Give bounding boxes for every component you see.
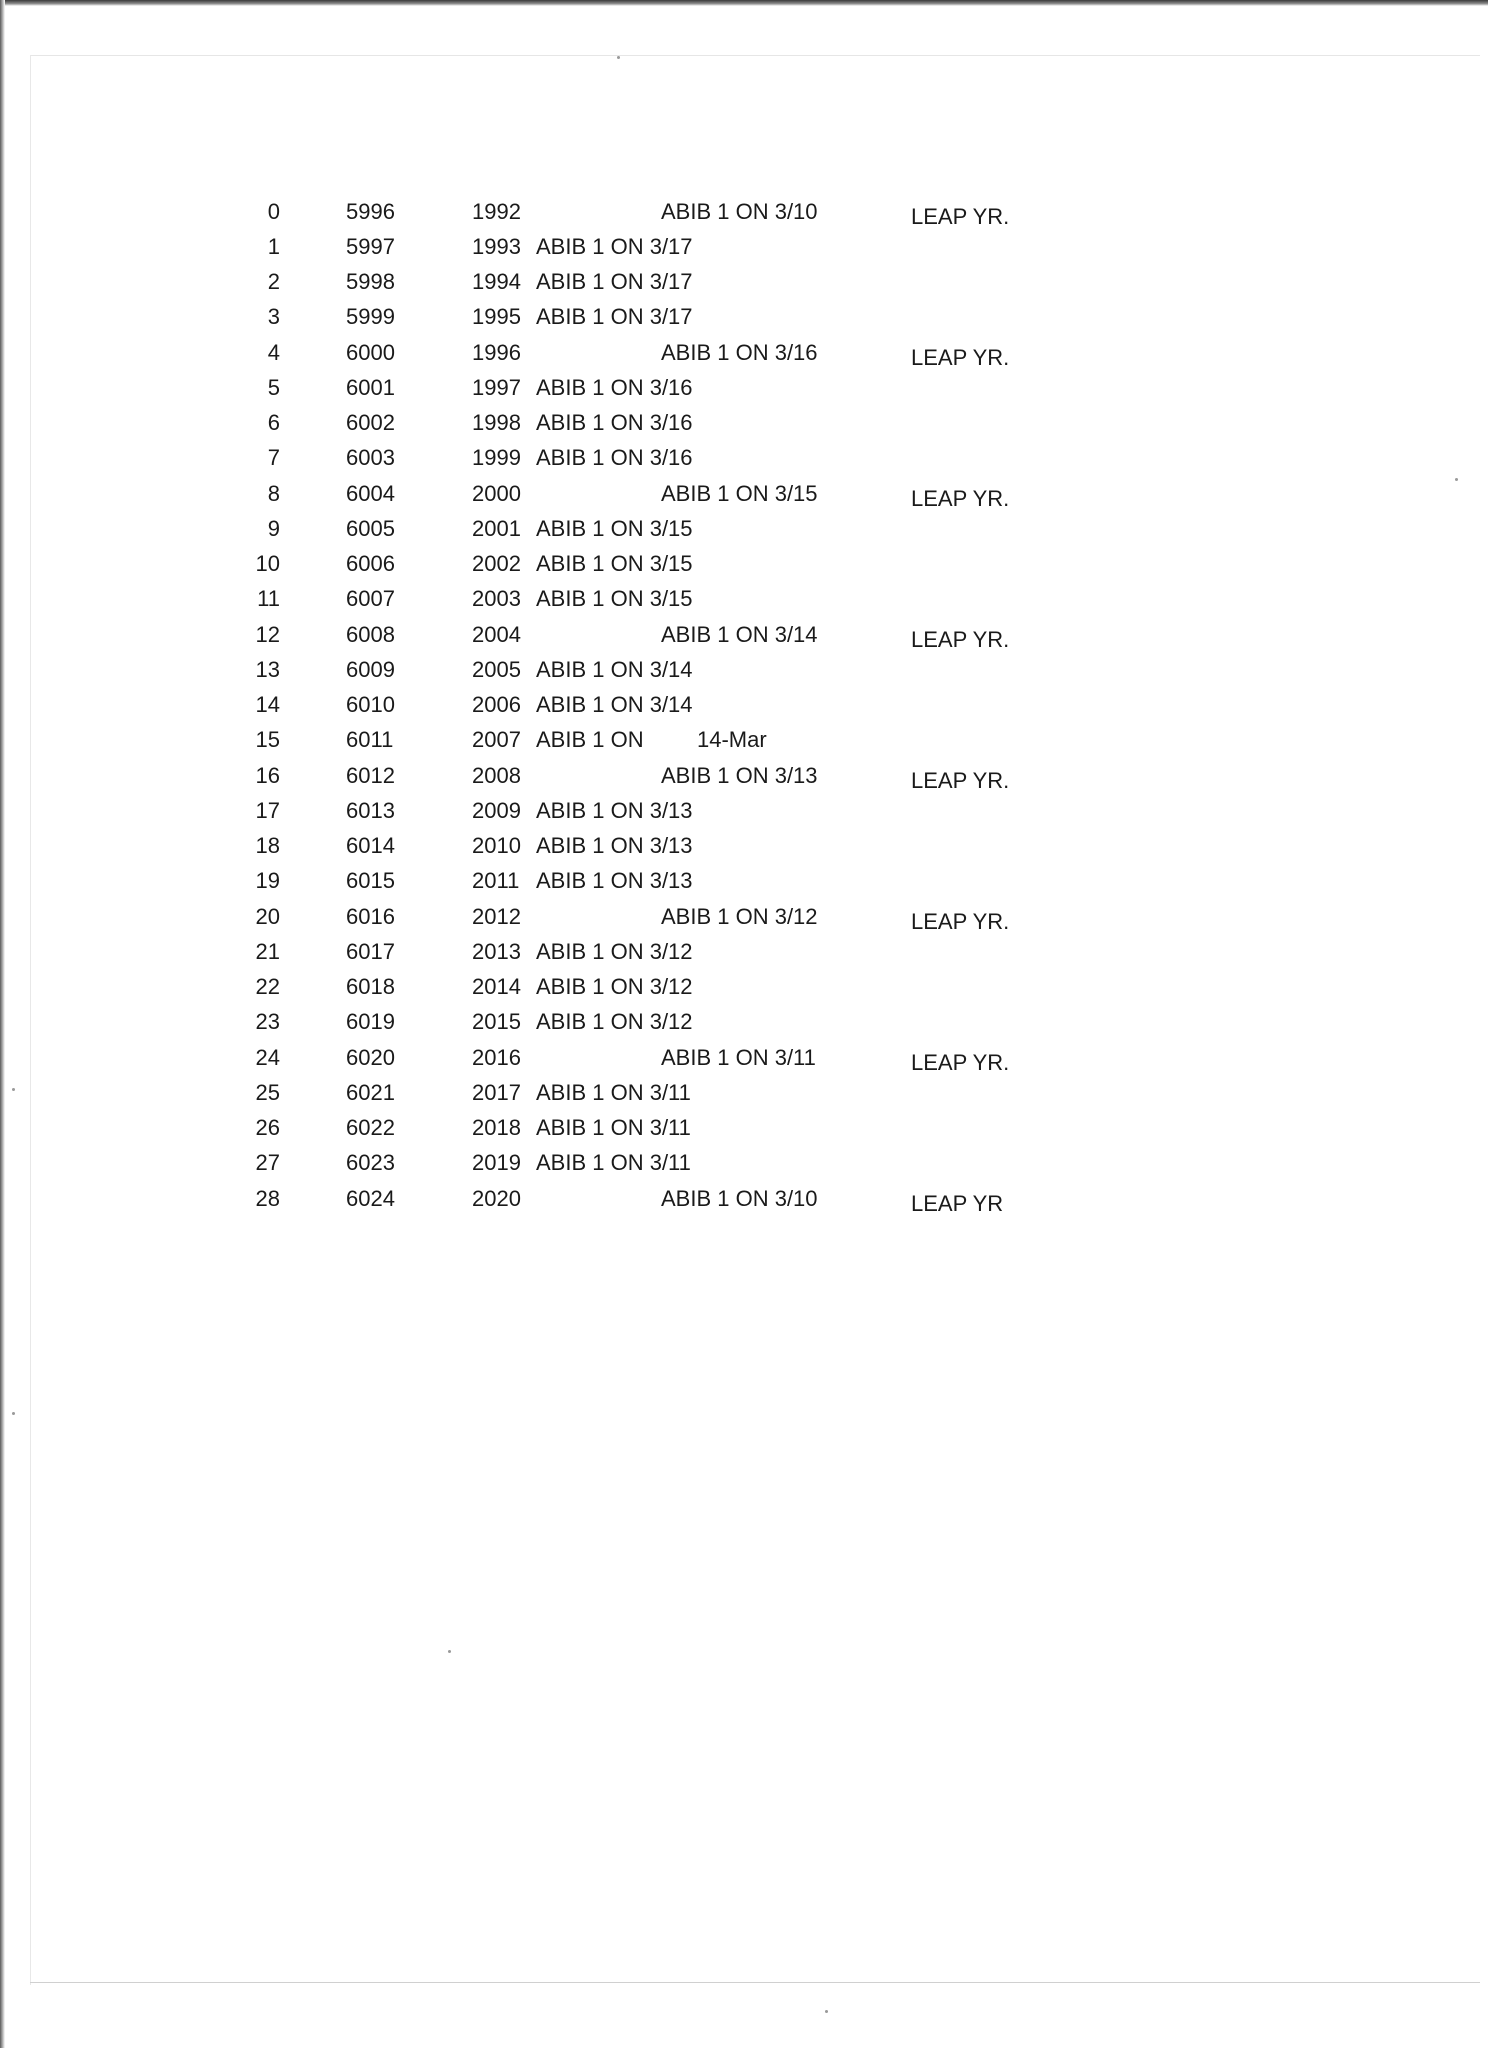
table-row [0,796,1100,826]
row-index: 11 [257,586,280,611]
row-year: 1997 [472,375,521,400]
row-index: 5 [267,375,280,400]
row-note: ABIB 1 ON 3/14 [536,692,693,717]
row-year: 1995 [472,304,521,329]
row-number: 6000 [346,340,395,365]
row-note: ABIB 1 ON 3/15 [536,551,693,576]
row-year: 2011 [472,868,520,893]
row-year: 1992 [472,199,521,224]
row-index: 18 [255,833,280,858]
table-row [0,514,1100,544]
row-note: ABIB 1 ON 3/11 [536,1150,691,1175]
row-leap-year-label: LEAP YR. [911,909,1010,934]
scan-speck [825,2010,828,2013]
row-index: 12 [255,622,280,647]
table-row [0,690,1100,720]
row-note: ABIB 1 ON 3/12 [536,974,693,999]
table-row [0,761,1100,791]
row-year: 2006 [472,692,521,717]
row-number: 6024 [346,1186,395,1211]
row-note: ABIB 1 ON 3/17 [536,269,693,294]
row-index: 14 [255,692,280,717]
row-index: 10 [255,551,280,576]
row-number: 6001 [346,375,395,400]
row-note: ABIB 1 ON 3/13 [536,868,693,893]
row-index: 26 [255,1115,280,1140]
row-note: ABIB 1 ON 3/15 [536,586,693,611]
row-index: 24 [255,1045,280,1070]
row-index: 17 [255,798,280,823]
table-row [0,902,1100,932]
row-note: ABIB 1 ON 3/11 [536,1080,691,1105]
row-year: 2000 [472,481,521,506]
row-note: ABIB 1 ON 3/11 [661,1045,816,1070]
row-note: ABIB 1 ON 3/10 [661,1186,818,1211]
row-year: 2014 [472,974,521,999]
row-note: ABIB 1 ON 3/12 [536,1009,693,1034]
row-index: 6 [267,410,280,435]
row-year: 1998 [472,410,521,435]
row-year: 2020 [472,1186,521,1211]
row-note: ABIB 1 ON 3/11 [536,1115,691,1140]
row-number: 6022 [346,1115,395,1140]
row-note: ABIB 1 ON 3/15 [661,481,818,506]
row-number: 5999 [346,304,395,329]
table-row [0,1113,1100,1143]
row-index: 22 [255,974,280,999]
row-number: 5996 [346,199,395,224]
row-year: 2004 [472,622,521,647]
row-year: 2010 [472,833,521,858]
paper-edge-top [30,55,1480,56]
table-row [0,267,1100,297]
row-number: 6014 [346,833,395,858]
row-number: 6013 [346,798,395,823]
row-number: 6004 [346,481,395,506]
row-index: 4 [267,340,280,365]
table-row [0,831,1100,861]
row-year: 2018 [472,1115,521,1140]
row-index: 20 [255,904,280,929]
row-number: 6020 [346,1045,395,1070]
row-number: 6015 [346,868,395,893]
table-row [0,620,1100,650]
row-leap-year-label: LEAP YR [911,1191,1004,1216]
row-number: 6009 [346,657,395,682]
row-number: 6005 [346,516,395,541]
row-number: 6018 [346,974,395,999]
row-number: 6007 [346,586,395,611]
row-index: 3 [267,304,280,329]
row-year: 1994 [472,269,521,294]
row-index: 7 [267,445,280,470]
row-number: 6002 [346,410,395,435]
row-number: 6016 [346,904,395,929]
row-number: 6019 [346,1009,395,1034]
row-year: 1993 [472,234,521,259]
table-row [0,1148,1100,1178]
table-row [0,443,1100,473]
row-index: 28 [255,1186,280,1211]
row-leap-year-label: LEAP YR. [911,345,1010,370]
scan-speck [1455,478,1458,481]
table-row [0,725,1100,755]
row-year: 2012 [472,904,521,929]
row-year: 2007 [472,727,521,752]
table-row [0,549,1100,579]
row-number: 6008 [346,622,395,647]
row-note: ABIB 1 ON 3/13 [536,833,693,858]
row-year: 2017 [472,1080,521,1105]
row-leap-year-label: LEAP YR. [911,768,1010,793]
row-number: 5997 [346,234,395,259]
row-leap-year-label: LEAP YR. [911,1050,1010,1075]
row-note: ABIB 1 ON 3/12 [536,939,693,964]
table-row [0,1078,1100,1108]
row-number: 6003 [346,445,395,470]
row-note: ABIB 1 ON 3/13 [661,763,818,788]
row-index: 2 [267,269,280,294]
table-row [0,584,1100,614]
row-number: 5998 [346,269,395,294]
row-note: ABIB 1 ON 3/16 [661,340,818,365]
row-index: 23 [255,1009,280,1034]
row-note: ABIB 1 ON 3/14 [661,622,818,647]
row-date: 14-Mar [697,727,767,752]
row-number: 6021 [346,1080,395,1105]
row-year: 2002 [472,551,521,576]
row-index: 0 [267,199,280,224]
row-note: ABIB 1 ON 3/16 [536,375,693,400]
row-year: 2005 [472,657,521,682]
row-index: 13 [255,657,280,682]
table-row [0,1007,1100,1037]
table-row [0,338,1100,368]
row-year: 2015 [472,1009,521,1034]
row-year: 2008 [472,763,521,788]
table-row [0,866,1100,896]
row-year: 2009 [472,798,521,823]
row-note: ABIB 1 ON 3/12 [661,904,818,929]
row-number: 6011 [346,727,394,752]
table-row [0,302,1100,332]
table-row [0,1043,1100,1073]
table-row [0,655,1100,685]
row-number: 6010 [346,692,395,717]
table-row [0,232,1100,262]
row-note: ABIB 1 ON 3/14 [536,657,693,682]
row-index: 27 [255,1150,280,1175]
row-index: 21 [255,939,280,964]
row-number: 6006 [346,551,395,576]
row-index: 16 [255,763,280,788]
row-year: 2013 [472,939,521,964]
row-year: 2001 [472,516,521,541]
scan-speck [448,1650,451,1653]
scan-speck [12,1412,15,1415]
row-year: 2019 [472,1150,521,1175]
row-note: ABIB 1 ON 3/13 [536,798,693,823]
scan-top-edge [0,0,1488,6]
row-note: ABIB 1 ON 3/17 [536,304,693,329]
row-index: 8 [267,481,280,506]
row-year: 1996 [472,340,521,365]
row-index: 1 [267,234,280,259]
table-row [0,408,1100,438]
row-year: 2016 [472,1045,521,1070]
table-row [0,972,1100,1002]
row-year: 1999 [472,445,521,470]
table-row [0,1184,1100,1214]
row-index: 15 [255,727,280,752]
table-row [0,197,1100,227]
row-number: 6023 [346,1150,395,1175]
row-leap-year-label: LEAP YR. [911,627,1010,652]
row-index: 19 [255,868,280,893]
row-number: 6017 [346,939,395,964]
row-note: ABIB 1 ON 3/10 [661,199,818,224]
table-row [0,373,1100,403]
table-row [0,479,1100,509]
row-note: ABIB 1 ON [536,727,644,752]
row-leap-year-label: LEAP YR. [911,204,1010,229]
row-note: ABIB 1 ON 3/17 [536,234,693,259]
row-leap-year-label: LEAP YR. [911,486,1010,511]
row-number: 6012 [346,763,395,788]
row-note: ABIB 1 ON 3/16 [536,410,693,435]
row-note: ABIB 1 ON 3/15 [536,516,693,541]
table-row [0,937,1100,967]
paper-edge-bottom [30,1982,1480,1983]
row-index: 25 [255,1080,280,1105]
row-year: 2003 [472,586,521,611]
row-note: ABIB 1 ON 3/16 [536,445,693,470]
row-index: 9 [267,516,280,541]
scan-speck [617,56,620,59]
